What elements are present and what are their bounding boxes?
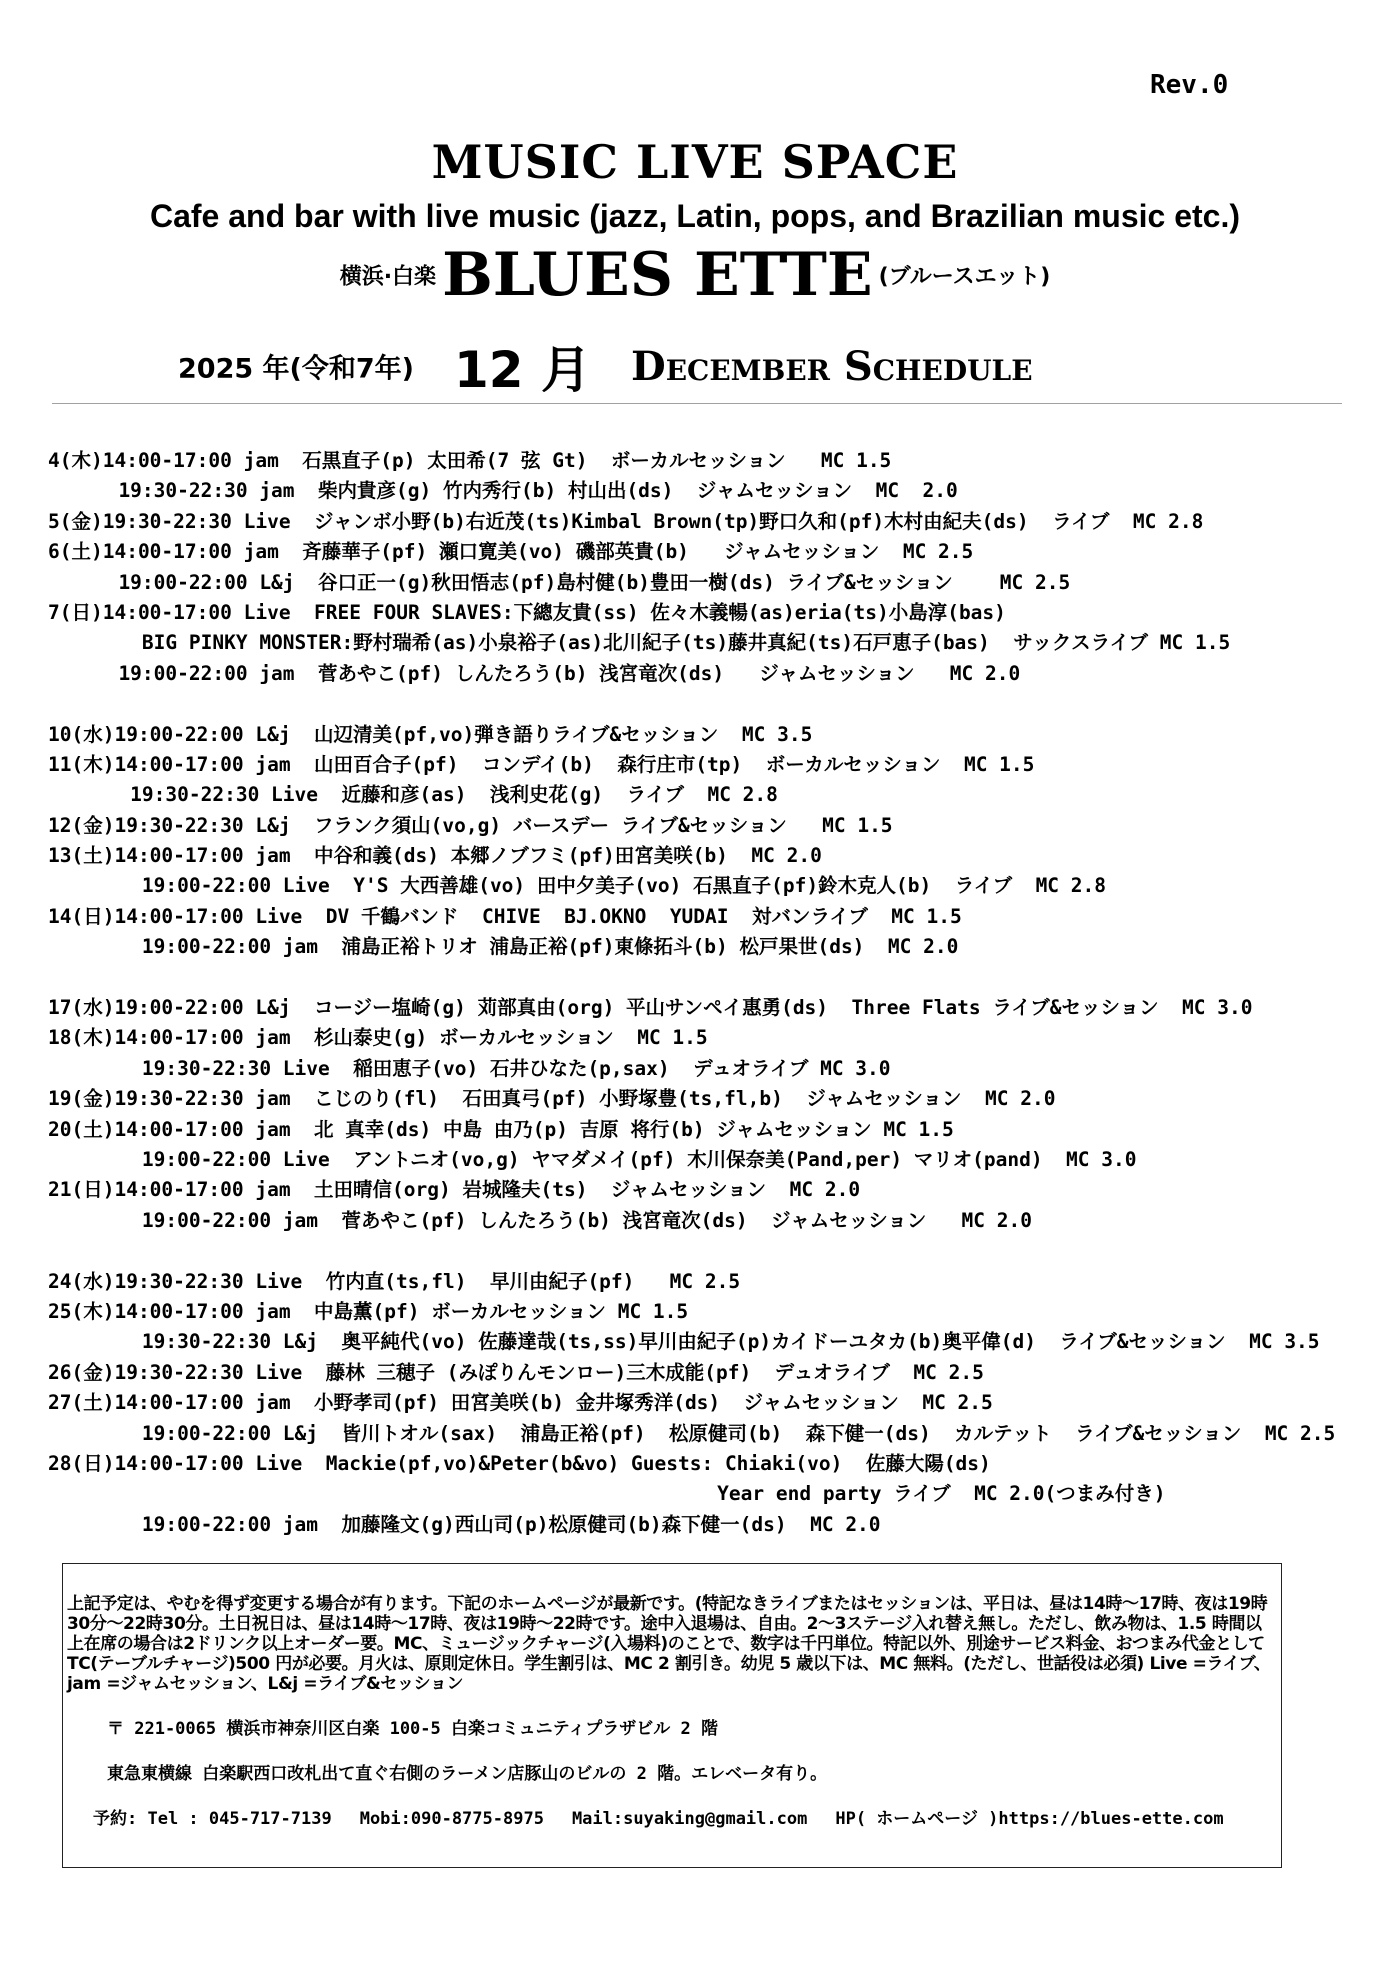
schedule-row: 28(日)14:00-17:00 Live Mackie(pf,vo)&Peter(b&vo) Guests: Chiaki(vo) 佐藤大陽(ds) <box>48 1451 991 1475</box>
schedule-row: 14(日)14:00-17:00 Live DV 千鶴バンド CHIVE BJ.OKNO YUDAI 対バンライブ MC 1.5 <box>48 904 962 928</box>
schedule-row: 19:00-22:00 Live アントニオ(vo,g) ヤマダメイ(pf) 木川保奈美(Pand,per) マリオ(pand) MC 3.0 <box>48 1147 1137 1171</box>
schedule-row: 19:30-22:30 jam 柴内貴彦(g) 竹内秀行(b) 村山出(ds) ジャムセッション MC 2.0 <box>48 479 958 503</box>
schedule-row: 19(金)19:30-22:30 jam こじのり(fl) 石田真弓(pf) 小野塚豊(ts,fl,b) ジャムセッション MC 2.0 <box>48 1087 1056 1111</box>
schedule-row: 17(水)19:00-22:00 L&j コージー塩崎(g) 苅部真由(org) 平山サンペイ惠勇(ds) Three Flats ライブ&セッション MC 3.0 <box>48 996 1253 1020</box>
notice-text: 上記予定は、やむを得ず変更する場合が有ります。下記のホームページが最新です。(特記なきライブまたはセッションは、平日は、昼は14時～17時、夜は19時30分～22時30分。土日祝日は、昼は14時～17時、夜は19時～22時です。途中入退場は、自由。2～3ステージ入れ替え無し。ただし、飲み物は、1.5 時間以上在席の場合は2ドリンク以上オーダー要。MC、ミュージックチャージ(入場料)のことで、数字は千円単位。特記以外、別途サービス料金、おつまみ代金としてTC(テーブルチャージ)500 円が必要。月火は、原則定休日。学生割引は、MC 2 割引き。幼児 5 歳以下は、MC 無料。(ただし、世話役は必須) Live =ライブ、jam =ジャムセッション、L&j =ライブ&セッション <box>67 1594 1271 1694</box>
schedule-row: 19:00-22:00 L&j 谷口正一(g)秋田悟志(pf)島村健(b)豊田一樹(ds) ライブ&セッション MC 2.5 <box>48 570 1071 594</box>
schedule-row: 27(土)14:00-17:00 jam 小野孝司(pf) 田宮美咲(b) 金井塚秀洋(ds) ジャムセッション MC 2.5 <box>48 1391 993 1415</box>
venue-kana: (ブルースエット) <box>878 264 1051 290</box>
schedule-row: 19:00-22:00 jam 菅あやこ(pf) しんたろう(b) 浅宮竜次(ds) ジャムセッション MC 2.0 <box>48 661 1021 685</box>
schedule-row: 19:00-22:00 L&j 皆川トオル(sax) 浦島正裕(pf) 松原健司(b) 森下健一(ds) カルテット ライブ&セッション MC 2.5 <box>48 1421 1336 1445</box>
year-label: 2025 年(令和7年) <box>178 353 415 385</box>
venue-heading <box>0 240 1390 310</box>
schedule-row: 7(日)14:00-17:00 Live FREE FOUR SLAVES:下總友貴(ss) 佐々木義暢(as)eria(ts)小島淳(bas) <box>48 600 1006 624</box>
contact-line <box>93 1804 1281 1829</box>
schedule-row: 4(木)14:00-17:00 jam 石黒直子(p) 太田希(7 弦 Gt) ボーカルセッション MC 1.5 <box>48 449 892 472</box>
header-divider <box>52 403 1342 404</box>
schedule-row: 26(金)19:30-22:30 Live 藤林 三穂子 (みぽりんモンロー)三木成能(pf) デュオライブ MC 2.5 <box>48 1360 984 1384</box>
schedule-row: 19:30-22:30 L&j 奥平純代(vo) 佐藤達哉(ts,ss)早川由紀子(p)カイドーユタカ(b)奥平偉(d) ライブ&セッション MC 3.5 <box>48 1330 1320 1354</box>
schedule-row: 6(土)14:00-17:00 jam 斉藤華子(pf) 瀬口寛美(vo) 磯部英貴(b) ジャムセッション MC 2.5 <box>48 540 974 564</box>
schedule-row: BIG PINKY MONSTER:野村瑞希(as)小泉裕子(as)北川紀子(ts)藤井真紀(ts)石戸恵子(bas) サックスライブ MC 1.5 <box>48 631 1231 655</box>
page-subtitle: Cafe and bar with live music (jazz, Latin, pops, and Brazilian music etc.) <box>149 198 1240 234</box>
access-directions: 東急東横線 白楽駅西口改札出て直ぐ右側のラーメン店豚山のビルの 2 階。エレベータ有り。 <box>107 1764 828 1784</box>
schedule-title: December Schedule <box>631 342 1033 390</box>
email-address[interactable]: Mail:suyaking@gmail.com <box>571 1809 808 1829</box>
schedule-list <box>48 446 1378 1540</box>
schedule-row: 11(木)14:00-17:00 jam 山田百合子(pf) コンデイ(b) 森行庄市(tp) ボーカルセッション MC 1.5 <box>48 752 1035 776</box>
schedule-row: 19:00-22:00 jam 菅あやこ(pf) しんたろう(b) 浅宮竜次(ds) ジャムセッション MC 2.0 <box>48 1208 1032 1232</box>
phone-number[interactable]: 予約: Tel : 045-717-7139 <box>93 1809 332 1829</box>
schedule-row: 19:30-22:30 Live 近藤和彦(as) 浅利史花(g) ライブ MC 2.8 <box>48 783 778 807</box>
schedule-row: 13(土)14:00-17:00 jam 中谷和義(ds) 本郷ノブフミ(pf)田宮美咲(b) MC 2.0 <box>48 844 822 868</box>
mobile-number[interactable]: Mobi:090-8775-8975 <box>359 1809 544 1829</box>
week-gap <box>48 1236 1378 1266</box>
schedule-row: 18(木)14:00-17:00 jam 杉山泰史(g) ボーカルセッション MC 1.5 <box>48 1026 708 1050</box>
schedule-row: 24(水)19:30-22:30 Live 竹内直(ts,fl) 早川由紀子(pf) MC 2.5 <box>48 1269 741 1293</box>
venue-name: BLUES ETTE <box>442 240 873 310</box>
schedule-row: 25(木)14:00-17:00 jam 中島薫(pf) ボーカルセッション MC 1.5 <box>48 1299 689 1323</box>
schedule-row: 19:00-22:00 jam 浦島正裕トリオ 浦島正裕(pf)東條拓斗(b) 松戸果世(ds) MC 2.0 <box>48 935 959 959</box>
schedule-row: Year end party ライブ MC 2.0(つまみ付き) <box>48 1482 1166 1506</box>
schedule-row: 19:00-22:00 jam 加藤隆文(g)西山司(p)松原健司(b)森下健一(ds) MC 2.0 <box>48 1512 881 1536</box>
homepage-link[interactable]: HP( ホームページ )https://blues-ette.com <box>835 1809 1224 1829</box>
schedule-row: 20(土)14:00-17:00 jam 北 真幸(ds) 中島 由乃(p) 吉原 将行(b) ジャムセッション MC 1.5 <box>48 1117 954 1141</box>
schedule-row: 19:30-22:30 Live 稲田恵子(vo) 石井ひなた(p,sax) デュオライブ MC 3.0 <box>48 1056 891 1080</box>
revision-label: Rev.0 <box>1150 70 1229 100</box>
schedule-row: 10(水)19:00-22:00 L&j 山辺清美(pf,vo)弾き語りライブ&セッション MC 3.5 <box>48 722 813 746</box>
notice-box <box>62 1563 1282 1868</box>
page-title: MUSIC LIVE SPACE <box>431 135 959 189</box>
schedule-row: 5(金)19:30-22:30 Live ジャンボ小野(b)右近茂(ts)Kimbal Brown(tp)野口久和(pf)木村由紀夫(ds) ライブ MC 2.8 <box>48 509 1204 533</box>
week-gap <box>48 689 1378 719</box>
address: 〒 221-0065 横浜市神奈川区白楽 100-5 白楽コミュニティプラザビル 2 階 <box>107 1719 718 1739</box>
month-label: 12 月 <box>454 341 592 399</box>
month-heading <box>178 330 1033 402</box>
schedule-row: 21(日)14:00-17:00 jam 土田晴信(org) 岩城隆夫(ts) ジャムセッション MC 2.0 <box>48 1178 861 1202</box>
location-prefix: 横浜·白楽 <box>339 264 437 290</box>
week-gap <box>48 963 1378 993</box>
schedule-row: 19:00-22:00 Live Y'S 大西善雄(vo) 田中夕美子(vo) 石黒直子(pf)鈴木克人(b) ライブ MC 2.8 <box>48 874 1107 898</box>
schedule-row: 12(金)19:30-22:30 L&j フランク須山(vo,g) バースデー ライブ&セッション MC 1.5 <box>48 813 893 837</box>
